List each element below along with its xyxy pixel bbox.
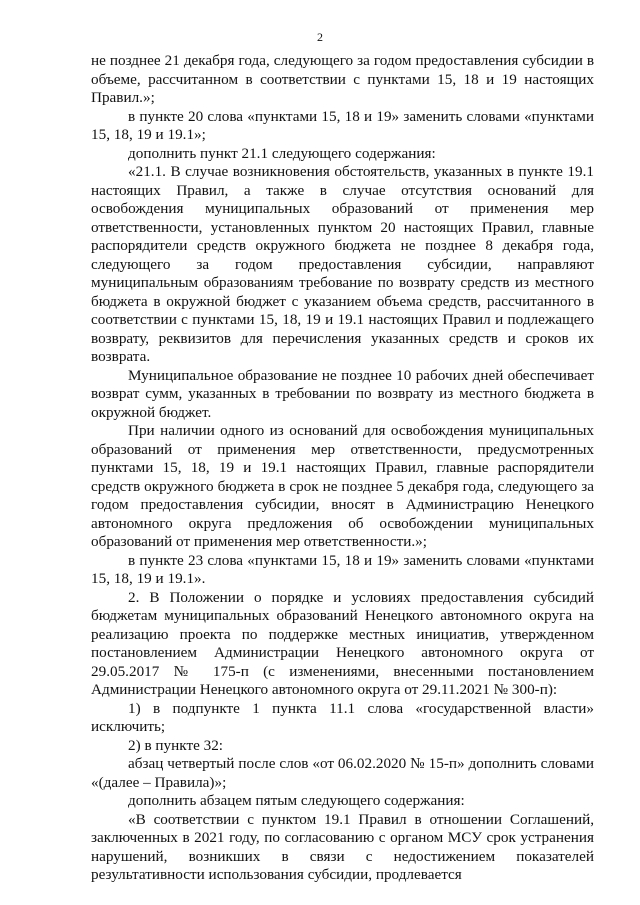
paragraph: не позднее 21 декабря года, следующего за годом предоставления субсидии в объеме, рассчитанном в соответствии с пунктами 15, 18 и 19 настоящих Правил.»; [91, 52, 594, 106]
paragraph: 2. В Положении о порядке и условиях предоставления субсидий бюджетам муниципальных образований Ненецкого автономного округа на реализацию проекта по поддержке местных инициатив, утвержденном постановлением Администрации Ненецкого автономного округа от 29.05.2017 № 175-п (с изменениями, внесенными постановлением Администрации Ненецкого автономного округа от 29.11.2021 № 300-п): [91, 588, 594, 698]
page-number: 2 [317, 30, 323, 44]
paragraph: 2) в пункте 32: [128, 736, 224, 754]
paragraph: «В соответствии с пунктом 19.1 Правил в отношении Соглашений, заключенных в 2021 году, по согласованию с органом МСУ срок устранения нарушений, возникших в связи с недостижением показателей результативности использования субсидии, продлевается [91, 810, 594, 883]
paragraph: При наличии одного из оснований для освобождения муниципальных образований от применения мер ответственности, предусмотренных пунктами 15, 18, 19 и 19.1 настоящих Правил, главные распорядители средств окружного бюджета в срок не позднее 5 декабря года, следующего за годом предоставления субсидии, вносят в Администрацию Ненецкого автономного округа предложения об освобождении муниципальных образований от применения мер ответственности.»; [91, 422, 594, 550]
paragraph: 1) в подпункте 1 пункта 11.1 слова «государственной власти» исключить; [91, 699, 594, 735]
paragraph: «21.1. В случае возникновения обстоятельств, указанных в пункте 19.1 настоящих Правил, а также в случае отсутствия оснований для освобождения муниципальных образований от применения мер ответственности, установленных пунктом 20 настоящих Правил, главные распорядители средств окружного бюджета не позднее 8 декабря года, следующего за годом предоставления субсидии, направляют муниципальным образованиям требование по возврату средств из местного бюджета в окружной бюджет с указанием объема средств, рассчитанного в соответствии с пунктами 15, 18, 19 и 19.1 настоящих Правил и подлежащего возврату, реквизитов для перечисления указанных средств и сроков их возврата. [91, 163, 594, 365]
paragraph: абзац четвертый после слов «от 06.02.2020 № 15-п» дополнить словами «(далее – Правила)»; [91, 755, 594, 791]
paragraph: в пункте 20 слова «пунктами 15, 18 и 19» заменить словами «пунктами 15, 18, 19 и 19.1»; [91, 107, 594, 143]
paragraph: дополнить пункт 21.1 следующего содержания: [128, 144, 436, 162]
paragraph: Муниципальное образование не позднее 10 рабочих дней обеспечивает возврат сумм, указанных в требовании по возврату из местного бюджета в окружной бюджет. [91, 366, 594, 421]
paragraph: дополнить абзацем пятым следующего содержания: [128, 792, 465, 809]
document-body [91, 52, 594, 885]
paragraph: в пункте 23 слова «пунктами 15, 18 и 19» заменить словами «пунктами 15, 18, 19 и 19.1». [91, 551, 594, 587]
